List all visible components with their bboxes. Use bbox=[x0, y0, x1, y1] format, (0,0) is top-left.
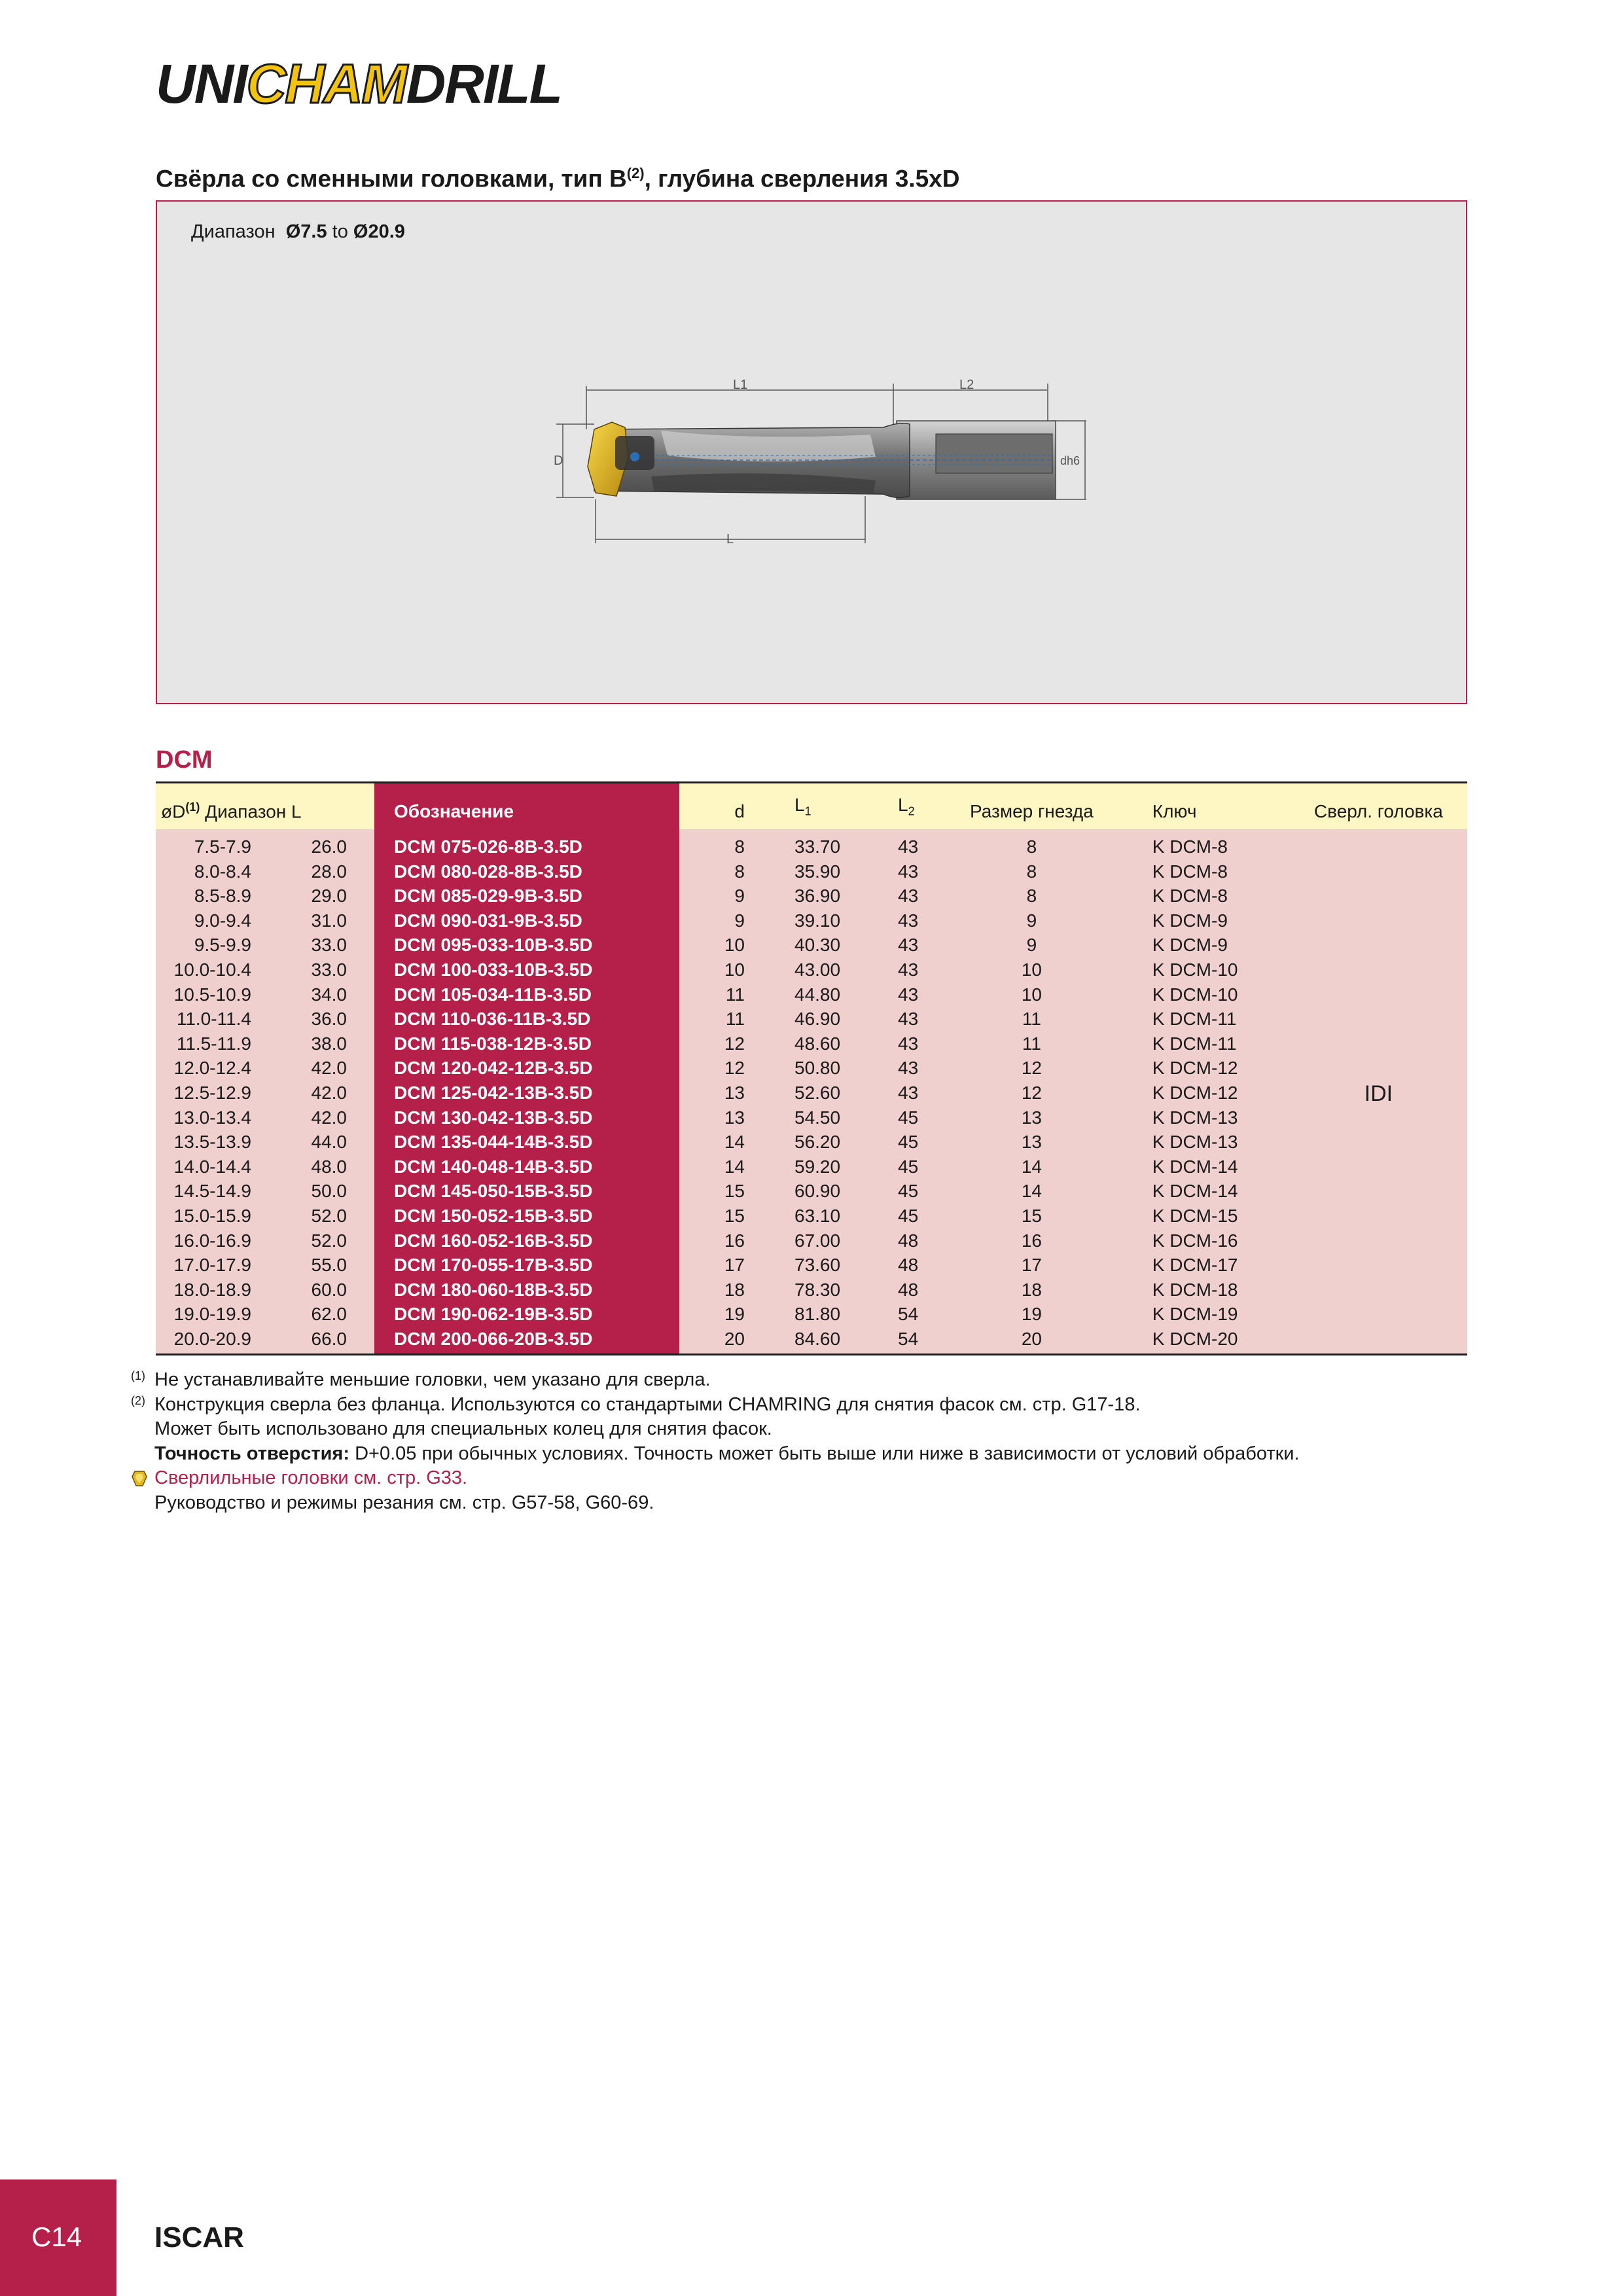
cell-L1: 50.80 bbox=[794, 1058, 841, 1079]
cell-socket: 15 bbox=[1021, 1205, 1042, 1226]
cell-drill-head: IDI bbox=[1364, 1081, 1393, 1106]
cell-designation: DCM 190-062-19B-3.5D bbox=[374, 1302, 679, 1327]
cell-d: 13 bbox=[724, 1082, 745, 1103]
cell-socket: 10 bbox=[1021, 984, 1042, 1005]
cell-d: 8 bbox=[734, 836, 745, 857]
cell-socket: 14 bbox=[1021, 1156, 1042, 1177]
cell-range: 8.0-8.4 bbox=[194, 861, 251, 882]
table-row bbox=[156, 958, 1467, 982]
cell-L1: 48.60 bbox=[794, 1033, 841, 1054]
cell-designation: DCM 080-028-8B-3.5D bbox=[374, 859, 679, 884]
cell-designation: DCM 150-052-15B-3.5D bbox=[374, 1204, 679, 1229]
cell-L1: 81.80 bbox=[794, 1304, 841, 1325]
cell-L1: 84.60 bbox=[794, 1328, 841, 1349]
cell-key: K DCM-11 bbox=[1152, 1009, 1237, 1030]
cell-key: K DCM-9 bbox=[1152, 935, 1228, 956]
cell-key: K DCM-8 bbox=[1152, 886, 1228, 906]
cell-L2: 45 bbox=[898, 1205, 919, 1226]
table-row bbox=[156, 1081, 1467, 1105]
cell-L: 62.0 bbox=[311, 1304, 347, 1325]
cell-L2: 43 bbox=[898, 886, 919, 906]
footnotes bbox=[131, 1368, 1300, 1515]
cell-range: 10.5-10.9 bbox=[173, 984, 251, 1005]
cell-d: 20 bbox=[724, 1328, 745, 1349]
cell-socket: 9 bbox=[1026, 935, 1037, 956]
cell-socket: 9 bbox=[1026, 910, 1037, 931]
cell-d: 12 bbox=[724, 1058, 745, 1079]
cell-range: 7.5-7.9 bbox=[194, 836, 251, 857]
cell-L1: 67.00 bbox=[794, 1230, 841, 1251]
cell-d: 9 bbox=[734, 886, 745, 906]
table-row bbox=[156, 908, 1467, 933]
cell-L: 33.0 bbox=[311, 935, 347, 956]
table-row bbox=[156, 982, 1467, 1007]
cell-d: 15 bbox=[724, 1181, 745, 1202]
cell-designation: DCM 130-042-13B-3.5D bbox=[374, 1105, 679, 1130]
table-row bbox=[156, 1105, 1467, 1130]
note-2: (2) Конструкция сверла без фланца. Используются со стандартыми CHAMRING для снятия фасок см. стр. G17-18. bbox=[131, 1393, 1141, 1415]
cell-L1: 52.60 bbox=[794, 1082, 841, 1103]
cell-designation: DCM 090-031-9B-3.5D bbox=[374, 908, 679, 933]
cell-range: 13.5-13.9 bbox=[173, 1132, 251, 1153]
cell-L2: 43 bbox=[898, 910, 919, 931]
dim-L2-label: L2 bbox=[959, 378, 974, 392]
cell-socket: 11 bbox=[1022, 1033, 1041, 1054]
cell-L1: 73.60 bbox=[794, 1255, 841, 1276]
cell-d: 18 bbox=[724, 1279, 745, 1300]
cell-range: 9.0-9.4 bbox=[194, 910, 251, 931]
cell-d: 9 bbox=[734, 910, 745, 931]
dim-L1-label: L1 bbox=[733, 378, 748, 392]
diameter-range: Диапазон Ø7.5 to Ø20.9 bbox=[191, 221, 405, 242]
cell-L2: 43 bbox=[898, 836, 919, 857]
page-title: Свёрла со сменными головками, тип $B^{(2)}$, глубина сверления 3.5xD bbox=[156, 165, 960, 192]
logo-drill: DRILL bbox=[406, 53, 562, 115]
table-row bbox=[156, 1302, 1467, 1327]
cell-L2: 48 bbox=[898, 1255, 919, 1276]
cell-range: 20.0-20.9 bbox=[173, 1328, 251, 1349]
table-row bbox=[156, 1229, 1467, 1253]
note-1: (1) Не устанавливайте меньшие головки, чем указано для сверла. bbox=[131, 1369, 711, 1390]
table-row bbox=[156, 1204, 1467, 1229]
cell-socket: 8 bbox=[1026, 861, 1037, 882]
col-header-d: d bbox=[679, 783, 770, 830]
col-header-L1: $L_1$ bbox=[770, 783, 880, 830]
page-number: C14 bbox=[31, 2221, 82, 2252]
cell-socket: 16 bbox=[1021, 1230, 1042, 1251]
cell-L1: 43.00 bbox=[794, 959, 841, 980]
cell-key: K DCM-12 bbox=[1152, 1058, 1238, 1079]
cell-d: 11 bbox=[725, 1009, 745, 1030]
dim-L-label: L bbox=[726, 532, 734, 547]
cell-L: 42.0 bbox=[311, 1107, 347, 1128]
cell-L: 28.0 bbox=[311, 861, 347, 882]
note-accuracy: Точность отверстия: D+0.05 при обычных условиях. Точность может быть выше или ниже в зависимости от условий обработки. bbox=[154, 1443, 1300, 1464]
table-row bbox=[156, 1179, 1467, 1204]
cell-range: 12.0-12.4 bbox=[173, 1058, 251, 1079]
dim-D-label: D bbox=[554, 454, 563, 468]
cell-range: 14.0-14.4 bbox=[173, 1156, 251, 1177]
note-3: Может быть использовано для специальных колец для снятия фасок. bbox=[154, 1418, 772, 1439]
cell-designation: DCM 180-060-18B-3.5D bbox=[374, 1278, 679, 1302]
cell-L: 50.0 bbox=[311, 1181, 347, 1202]
cell-designation: DCM 160-052-16B-3.5D bbox=[374, 1229, 679, 1253]
cell-range: 11.0-11.4 bbox=[176, 1009, 251, 1030]
cell-L2: 43 bbox=[898, 959, 919, 980]
cell-L1: 54.50 bbox=[794, 1107, 841, 1128]
cell-L: 33.0 bbox=[311, 959, 347, 980]
cell-L: 52.0 bbox=[311, 1205, 347, 1226]
cell-range: 9.5-9.9 bbox=[194, 935, 251, 956]
col-header-socket: Размер гнезда bbox=[970, 783, 1094, 830]
cell-range: 10.0-10.4 bbox=[173, 959, 251, 980]
cell-L2: 48 bbox=[898, 1279, 919, 1300]
cell-designation: DCM 135-044-14B-3.5D bbox=[374, 1130, 679, 1155]
cell-d: 13 bbox=[724, 1107, 745, 1128]
cell-d: 12 bbox=[724, 1033, 745, 1054]
cell-d: 19 bbox=[724, 1304, 745, 1325]
cell-socket: 12 bbox=[1021, 1082, 1042, 1103]
cell-range: 12.5-12.9 bbox=[173, 1082, 251, 1103]
table-row bbox=[156, 1278, 1467, 1302]
drill-drawing bbox=[517, 359, 1086, 575]
unichamdrill-logo bbox=[156, 53, 562, 115]
cell-key: K DCM-8 bbox=[1152, 861, 1228, 882]
drill-head-icon bbox=[131, 1469, 148, 1488]
table-row bbox=[156, 884, 1467, 908]
cell-L2: 48 bbox=[898, 1230, 919, 1251]
table-row bbox=[156, 1327, 1467, 1355]
drill-diagram-panel bbox=[156, 200, 1467, 704]
cell-socket: 13 bbox=[1021, 1132, 1042, 1153]
cell-key: K DCM-17 bbox=[1152, 1255, 1238, 1276]
cell-L2: 43 bbox=[898, 1082, 919, 1103]
cell-range: 14.5-14.9 bbox=[173, 1181, 251, 1202]
cell-range: 13.0-13.4 bbox=[173, 1107, 251, 1128]
footer-brand: ISCAR bbox=[154, 2221, 244, 2253]
cell-L2: 43 bbox=[898, 861, 919, 882]
table-row bbox=[156, 1130, 1467, 1155]
cell-key: K DCM-10 bbox=[1152, 959, 1238, 980]
dcm-table bbox=[156, 781, 1467, 1355]
cell-L2: 54 bbox=[898, 1304, 919, 1325]
cell-L1: 36.90 bbox=[794, 886, 841, 906]
cell-L: 55.0 bbox=[311, 1255, 347, 1276]
cell-key: K DCM-19 bbox=[1152, 1304, 1238, 1325]
cell-L: 52.0 bbox=[311, 1230, 347, 1251]
cell-L1: 39.10 bbox=[794, 910, 841, 931]
cell-L2: 43 bbox=[898, 1009, 919, 1030]
cell-range: 11.5-11.9 bbox=[176, 1033, 251, 1054]
cell-L2: 45 bbox=[898, 1132, 919, 1153]
cell-L1: 35.90 bbox=[794, 861, 841, 882]
table-row bbox=[156, 829, 1467, 859]
col-header-L2: $L_2$ bbox=[880, 783, 970, 830]
col-header-designation: Обозначение bbox=[374, 783, 679, 830]
section-title: DCM bbox=[156, 746, 213, 774]
cell-L: 42.0 bbox=[311, 1058, 347, 1079]
cell-L2: 43 bbox=[898, 984, 919, 1005]
cell-socket: 14 bbox=[1021, 1181, 1042, 1202]
cell-d: 14 bbox=[724, 1156, 745, 1177]
cell-L: 29.0 bbox=[311, 886, 347, 906]
table-row bbox=[156, 1007, 1467, 1031]
cell-d: 16 bbox=[724, 1230, 745, 1251]
cell-L1: 56.20 bbox=[794, 1132, 841, 1153]
cell-socket: 18 bbox=[1021, 1279, 1042, 1300]
logo-uni: UNI bbox=[156, 53, 247, 115]
cell-key: K DCM-14 bbox=[1152, 1156, 1238, 1177]
cell-L2: 43 bbox=[898, 1058, 919, 1079]
cell-L1: 44.80 bbox=[794, 984, 841, 1005]
cell-socket: 8 bbox=[1026, 886, 1037, 906]
cell-key: K DCM-13 bbox=[1152, 1132, 1238, 1153]
cell-socket: 19 bbox=[1021, 1304, 1042, 1325]
cell-key: K DCM-8 bbox=[1152, 836, 1228, 857]
cell-L: 36.0 bbox=[311, 1009, 347, 1030]
cell-key: K DCM-11 bbox=[1152, 1033, 1237, 1054]
cell-key: K DCM-16 bbox=[1152, 1230, 1238, 1251]
cell-key: K DCM-10 bbox=[1152, 984, 1238, 1005]
table-row bbox=[156, 1155, 1467, 1179]
cell-key: K DCM-18 bbox=[1152, 1279, 1238, 1300]
cell-d: 11 bbox=[725, 984, 745, 1005]
cell-designation: DCM 095-033-10B-3.5D bbox=[374, 933, 679, 958]
cell-L2: 43 bbox=[898, 935, 919, 956]
cell-L: 44.0 bbox=[311, 1132, 347, 1153]
cell-L1: 78.30 bbox=[794, 1279, 841, 1300]
cell-L1: 63.10 bbox=[794, 1205, 841, 1226]
col-header-key: Ключ bbox=[1094, 783, 1290, 830]
table-row bbox=[156, 1056, 1467, 1081]
cell-socket: 8 bbox=[1026, 836, 1037, 857]
cell-d: 10 bbox=[724, 959, 745, 980]
cell-socket: 20 bbox=[1021, 1328, 1042, 1349]
cell-d: 14 bbox=[724, 1132, 745, 1153]
cell-L2: 45 bbox=[898, 1107, 919, 1128]
cell-L: 38.0 bbox=[311, 1033, 347, 1054]
cell-L1: 59.20 bbox=[794, 1156, 841, 1177]
cell-designation: DCM 110-036-11B-3.5D bbox=[374, 1007, 679, 1031]
cell-L1: 46.90 bbox=[794, 1009, 841, 1030]
cell-L2: 54 bbox=[898, 1328, 919, 1349]
cell-designation: DCM 200-066-20B-3.5D bbox=[374, 1327, 679, 1355]
cell-range: 18.0-18.9 bbox=[173, 1279, 251, 1300]
table-row bbox=[156, 859, 1467, 884]
table-row bbox=[156, 1253, 1467, 1278]
logo-cham: CHAM bbox=[246, 53, 406, 115]
cell-range: 8.5-8.9 bbox=[194, 886, 251, 906]
cell-L: 34.0 bbox=[311, 984, 347, 1005]
note-heads-link[interactable]: Сверлильные головки см. стр. G33. bbox=[131, 1466, 1300, 1491]
cell-range: 17.0-17.9 bbox=[173, 1255, 251, 1276]
cell-designation: DCM 075-026-8B-3.5D bbox=[374, 829, 679, 859]
cell-L: 31.0 bbox=[311, 910, 347, 931]
cell-d: 8 bbox=[734, 861, 745, 882]
cell-designation: DCM 170-055-17B-3.5D bbox=[374, 1253, 679, 1278]
cell-socket: 17 bbox=[1021, 1255, 1042, 1276]
cell-key: K DCM-13 bbox=[1152, 1107, 1238, 1128]
cell-range: 16.0-16.9 bbox=[173, 1230, 251, 1251]
cell-designation: DCM 115-038-12B-3.5D bbox=[374, 1031, 679, 1056]
cell-range: 19.0-19.9 bbox=[173, 1304, 251, 1325]
cell-designation: DCM 140-048-14B-3.5D bbox=[374, 1155, 679, 1179]
col-header-head: Сверл. головка bbox=[1290, 783, 1467, 830]
cell-key: K DCM-12 bbox=[1152, 1082, 1238, 1103]
table-row bbox=[156, 1031, 1467, 1056]
cell-L: 48.0 bbox=[311, 1156, 347, 1177]
note-guide: Руководство и режимы резания см. стр. G57-58, G60-69. bbox=[154, 1492, 654, 1513]
cell-d: 15 bbox=[724, 1205, 745, 1226]
cell-designation: DCM 085-029-9B-3.5D bbox=[374, 884, 679, 908]
cell-L: 60.0 bbox=[311, 1279, 347, 1300]
cell-designation: DCM 145-050-15B-3.5D bbox=[374, 1179, 679, 1204]
cell-range: 15.0-15.9 bbox=[173, 1205, 251, 1226]
cell-designation: DCM 125-042-13B-3.5D bbox=[374, 1081, 679, 1105]
table-header-row bbox=[156, 783, 1467, 830]
cell-key: K DCM-9 bbox=[1152, 910, 1228, 931]
cell-designation: DCM 105-034-11B-3.5D bbox=[374, 982, 679, 1007]
cell-L1: 60.90 bbox=[794, 1181, 841, 1202]
cell-L: 26.0 bbox=[311, 836, 347, 857]
cell-socket: 13 bbox=[1021, 1107, 1042, 1128]
cell-L: 66.0 bbox=[311, 1328, 347, 1349]
cell-L: 42.0 bbox=[311, 1082, 347, 1103]
cell-d: 10 bbox=[724, 935, 745, 956]
table-row bbox=[156, 933, 1467, 958]
cell-key: K DCM-20 bbox=[1152, 1328, 1238, 1349]
col-header-range: $øD^{(1)}$ Диапазон L bbox=[156, 783, 374, 830]
cell-L2: 43 bbox=[898, 1033, 919, 1054]
page-number-tab bbox=[0, 2179, 116, 2296]
cell-L1: 40.30 bbox=[794, 935, 841, 956]
cell-L2: 45 bbox=[898, 1156, 919, 1177]
cell-L1: 33.70 bbox=[794, 836, 841, 857]
cell-L2: 45 bbox=[898, 1181, 919, 1202]
cell-key: K DCM-15 bbox=[1152, 1205, 1238, 1226]
cell-d: 17 bbox=[724, 1255, 745, 1276]
cell-key: K DCM-14 bbox=[1152, 1181, 1238, 1202]
cell-socket: 10 bbox=[1021, 959, 1042, 980]
table-body bbox=[156, 829, 1467, 1355]
cell-socket: 11 bbox=[1022, 1009, 1041, 1030]
cell-designation: DCM 120-042-12B-3.5D bbox=[374, 1056, 679, 1081]
dim-dh6-label: dh6 bbox=[1060, 454, 1080, 467]
cell-socket: 12 bbox=[1021, 1058, 1042, 1079]
cell-designation: DCM 100-033-10B-3.5D bbox=[374, 958, 679, 982]
